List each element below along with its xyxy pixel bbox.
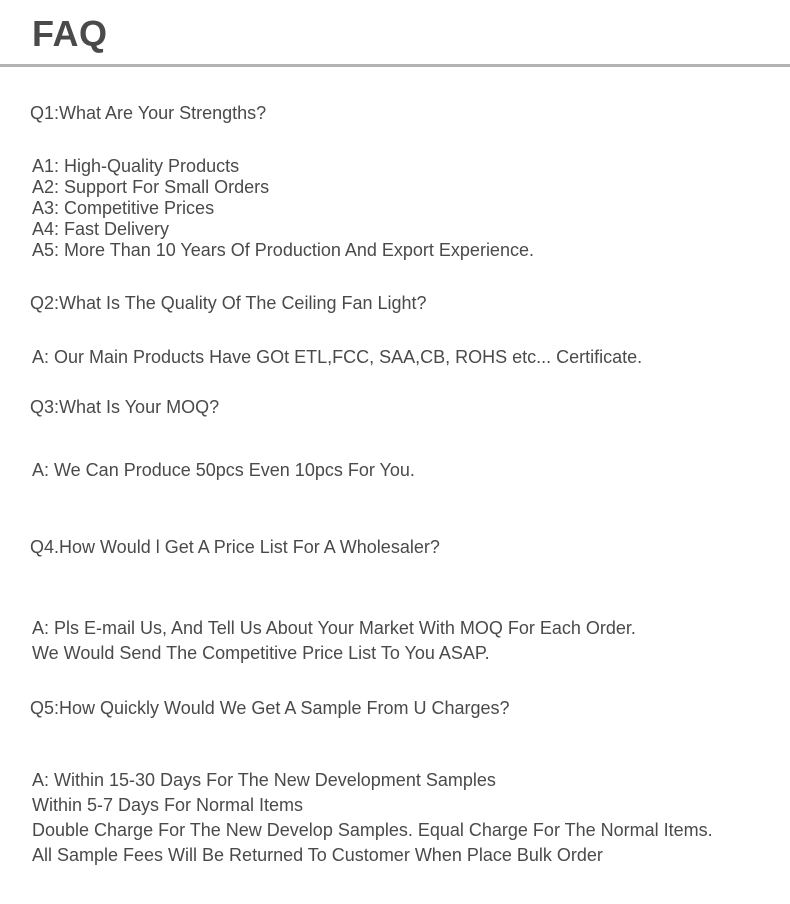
answer-line: A3: Competitive Prices [32, 198, 215, 218]
faq-content [0, 103, 790, 868]
answer-line: A1: High-Quality Products [32, 156, 240, 176]
faq-item-5 [30, 698, 762, 868]
answer-line: A: Our Main Products Have GOt ETL,FCC, SAA,CB, ROHS etc... Certificate. [32, 347, 643, 367]
answer-block [30, 347, 762, 368]
answer-line: A: Within 15-30 Days For The New Development Samples [32, 770, 496, 790]
answer-block [30, 156, 762, 261]
answer-line: A2: Support For Small Orders [32, 177, 270, 197]
faq-item-2 [30, 293, 762, 368]
answer-line: All Sample Fees Will Be Returned To Customer When Place Bulk Order [32, 845, 603, 865]
answer-line: A: We Can Produce 50pcs Even 10pcs For You. [32, 460, 415, 480]
answer-line: A5: More Than 10 Years Of Production And Export Experience. [32, 240, 534, 260]
faq-item-3 [30, 397, 762, 481]
page-header [0, 0, 790, 67]
question-text: Q2:What Is The Quality Of The Ceiling Fan Light? [30, 293, 427, 313]
faq-item-1 [30, 103, 762, 261]
question-text: Q1:What Are Your Strengths? [30, 103, 267, 123]
question-text: Q5:How Quickly Would We Get A Sample From U Charges? [30, 698, 510, 718]
answer-line: A4: Fast Delivery [32, 219, 170, 239]
answer-line: Within 5-7 Days For Normal Items [32, 795, 304, 815]
answer-line: A: Pls E-mail Us, And Tell Us About Your Market With MOQ For Each Order. [32, 618, 636, 638]
answer-block [30, 768, 762, 868]
answer-line: We Would Send The Competitive Price List To You ASAP. [32, 643, 490, 663]
question-text: Q3:What Is Your MOQ? [30, 397, 220, 417]
page-title: FAQ [32, 13, 108, 54]
question-text: Q4.How Would l Get A Price List For A Wholesaler? [30, 537, 440, 557]
answer-block [30, 460, 762, 481]
faq-item-4 [30, 537, 762, 666]
answer-block [30, 616, 762, 666]
answer-line: Double Charge For The New Develop Samples. Equal Charge For The Normal Items. [32, 820, 713, 840]
